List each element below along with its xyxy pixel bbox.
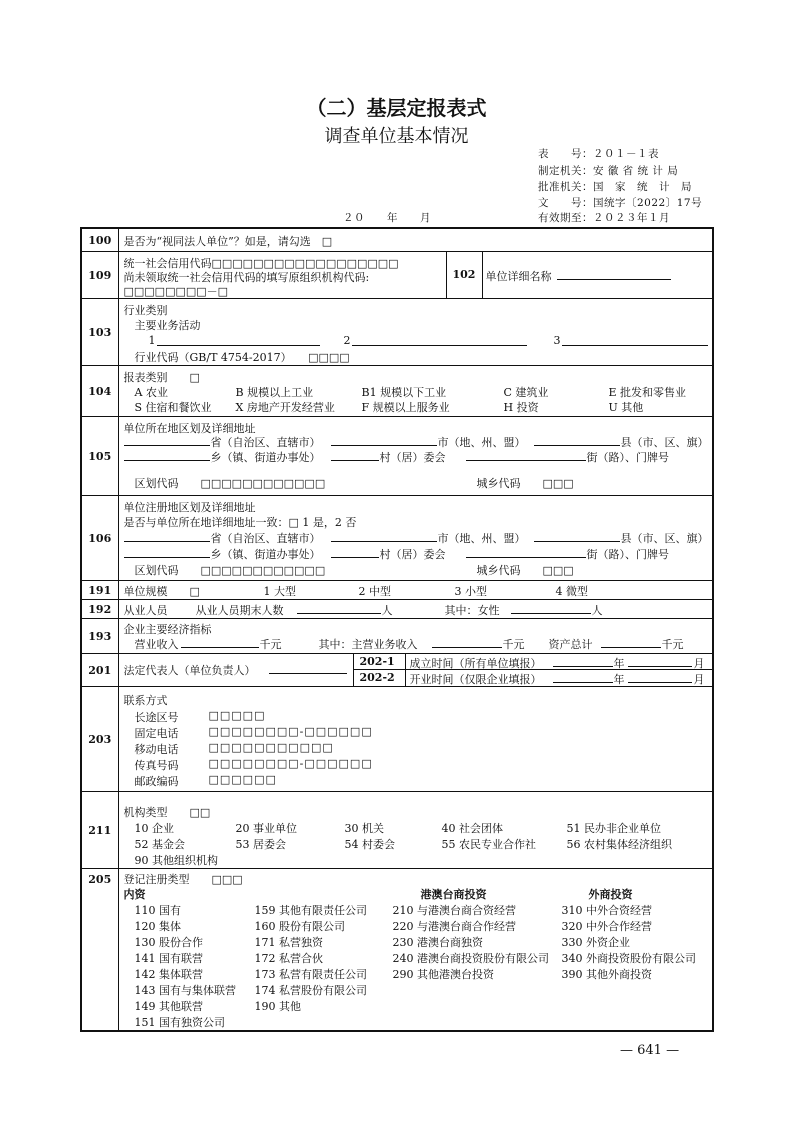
reg-type-171: 171 私营独资: [254, 936, 323, 949]
reg-province-input[interactable]: [124, 530, 210, 542]
main-activity-label: 主要业务活动: [134, 319, 201, 332]
reg-town-input[interactable]: [124, 546, 210, 558]
opened-month-unit: 月: [693, 673, 705, 686]
province-label: 省（自治区、直辖市）: [210, 436, 321, 449]
landline-label: 固定电话: [134, 727, 179, 740]
row-code-192: 192: [81, 600, 118, 619]
row-code-205: 205: [81, 869, 118, 1032]
org-code-field[interactable]: □□□□□□□□－□: [123, 285, 229, 298]
row-code-191: 191: [81, 581, 118, 600]
area-code-boxes[interactable]: □□□□□: [208, 709, 266, 722]
org-type-53: 53 居委会: [235, 838, 286, 851]
issuing-authority: 制定机关：安 徽 省 统 计 局: [538, 165, 679, 177]
mobile-label: 移动电话: [134, 743, 179, 756]
document-number: 文 号：国统字〔2022〕17号: [538, 197, 703, 209]
row-code-106: 106: [81, 496, 118, 581]
row-code-193: 193: [81, 619, 118, 654]
activity-2-input[interactable]: [352, 334, 527, 346]
reg-type-340: 340 外商投资股份有限公司: [561, 952, 696, 965]
row-code-102: 102: [452, 268, 476, 281]
opened-year-input[interactable]: [553, 671, 613, 683]
fax-boxes[interactable]: □□□□□□□□-□□□□□□: [208, 757, 373, 770]
activity-1-label: 1: [148, 334, 156, 347]
reg-village-label: 村（居）委会: [379, 548, 446, 561]
valid-until: 有效期至：２０２３年１月: [538, 212, 670, 224]
org-type-10: 10 企业: [134, 822, 174, 835]
scale-micro: 4 微型: [555, 585, 588, 598]
org-type-52: 52 基金会: [134, 838, 185, 851]
approving-authority: 批准机关：国 家 统 计 局: [538, 181, 692, 193]
form-number: 表 号：２０１－１表: [538, 148, 659, 160]
report-opt-c: C 建筑业: [503, 386, 549, 399]
main-revenue-label: 其中：主营业务收入: [318, 638, 418, 651]
village-label: 村（居）委会: [379, 451, 446, 464]
revenue-label: 营业收入: [134, 638, 179, 651]
reg-type-159: 159 其他有限责任公司: [254, 904, 367, 917]
mobile-boxes[interactable]: □□□□□□□□□□□: [208, 741, 334, 754]
report-category-field[interactable]: 报表类别 □: [123, 371, 200, 384]
reg-type-110: 110 国有: [134, 904, 181, 917]
reg-town-label: 乡（镇、街道办事处）: [210, 548, 321, 561]
activity-3-input[interactable]: [562, 334, 708, 346]
registration-type-field[interactable]: 登记注册类型 □□□: [123, 873, 243, 886]
report-opt-u: U 其他: [608, 401, 644, 414]
province-input[interactable]: [124, 434, 210, 446]
org-type-56: 56 农村集体经济组织: [566, 838, 672, 851]
area-code-field[interactable]: 区划代码 □□□□□□□□□□□□: [134, 477, 326, 490]
reg-type-142: 142 集体联营: [134, 968, 203, 981]
reg-type-172: 172 私营合伙: [254, 952, 323, 965]
row-code-100: 100: [81, 228, 118, 252]
reg-type-210: 210 与港澳台商合资经营: [392, 904, 516, 917]
row-code-202-1: 202-1: [359, 655, 395, 668]
employees-input[interactable]: [297, 602, 381, 614]
location-address-label: 单位所在地区划及详细地址: [123, 422, 256, 435]
reg-type-160: 160 股份有限公司: [254, 920, 345, 933]
unit-name-label: 单位详细名称: [485, 270, 552, 283]
employees-label: 从业人员: [123, 604, 168, 617]
reg-type-310: 310 中外合资经营: [561, 904, 652, 917]
org-type-40: 40 社会团体: [441, 822, 503, 835]
row-code-104: 104: [81, 366, 118, 417]
report-opt-x: X 房地产开发经营业: [235, 401, 335, 414]
org-type-54: 54 村委会: [344, 838, 395, 851]
city-input[interactable]: [331, 434, 437, 446]
total-assets-label: 资产总计: [548, 638, 593, 651]
row-code-105: 105: [81, 417, 118, 496]
report-opt-f: F 规模以上服务业: [361, 401, 450, 414]
reg-urban-rural-code-field[interactable]: 城乡代码 □□□: [476, 564, 574, 577]
total-assets-input[interactable]: [601, 636, 661, 648]
domestic-header: 内资: [123, 888, 146, 901]
total-assets-unit: 千元: [661, 638, 684, 651]
row-code-211: 211: [81, 792, 118, 869]
report-opt-b: B 规模以上工业: [235, 386, 314, 399]
reg-type-290: 290 其他港澳台投资: [392, 968, 494, 981]
page-title: （二）基层定报表式: [306, 96, 487, 120]
reg-type-120: 120 集体: [134, 920, 181, 933]
revenue-unit: 千元: [259, 638, 282, 651]
reg-type-130: 130 股份合作: [134, 936, 203, 949]
org-type-30: 30 机关: [344, 822, 384, 835]
opened-label: 开业时间（仅限企业填报）: [409, 673, 542, 686]
same-address-field[interactable]: 是否与单位所在地详细地址一致：□ 1 是，2 否: [123, 516, 357, 529]
county-label: 县（市、区、旗）: [620, 436, 709, 449]
activity-1-input[interactable]: [157, 334, 320, 346]
legal-unit-checkbox[interactable]: 是否为“视同法人单位”？如是，请勾选 □: [123, 235, 333, 248]
registered-address-label: 单位注册地区划及详细地址: [123, 501, 256, 514]
employees-unit: 人: [381, 604, 393, 617]
report-opt-a: A 农业: [134, 386, 168, 399]
credit-code-field[interactable]: 统一社会信用代码□□□□□□□□□□□□□□□□□□: [123, 257, 399, 270]
main-revenue-input[interactable]: [432, 636, 502, 648]
main-revenue-unit: 千元: [502, 638, 525, 651]
reg-area-code-field[interactable]: 区划代码 □□□□□□□□□□□□: [134, 564, 326, 577]
survey-form: [80, 227, 714, 1032]
reg-street-label: 街（路）、门牌号: [586, 548, 669, 561]
reg-type-141: 141 国有联营: [134, 952, 203, 965]
report-opt-s: S 住宿和餐饮业: [134, 401, 212, 414]
reg-type-320: 320 中外合作经营: [561, 920, 652, 933]
report-opt-e: E 批发和零售业: [608, 386, 687, 399]
org-type-51: 51 民办非企业单位: [566, 822, 661, 835]
reg-county-input[interactable]: [534, 530, 620, 542]
reg-type-330: 330 外资企业: [561, 936, 630, 949]
founded-month-unit: 月: [693, 657, 705, 670]
employees-end-label: 从业人员期末人数: [195, 604, 284, 617]
row-code-201: 201: [81, 654, 118, 687]
reg-type-149: 149 其他联营: [134, 1000, 203, 1013]
contact-title: 联系方式: [123, 694, 168, 707]
female-label: 其中：女性: [444, 604, 500, 617]
founded-month-input[interactable]: [628, 655, 692, 667]
revenue-input[interactable]: [181, 636, 259, 648]
area-code-label: 长途区号: [134, 711, 179, 724]
founded-year-input[interactable]: [553, 655, 613, 667]
row-code-203: 203: [81, 687, 118, 792]
county-input[interactable]: [534, 434, 620, 446]
town-input[interactable]: [124, 449, 210, 461]
urban-rural-code-field[interactable]: 城乡代码 □□□: [476, 477, 574, 490]
reg-province-label: 省（自治区、直辖市）: [210, 532, 321, 545]
reg-type-230: 230 港澳台商独资: [392, 936, 483, 949]
org-type-55: 55 农民专业合作社: [441, 838, 536, 851]
reg-type-143: 143 国有与集体联营: [134, 984, 236, 997]
town-label: 乡（镇、街道办事处）: [210, 451, 321, 464]
postcode-label: 邮政编码: [134, 775, 179, 788]
founded-label: 成立时间（所有单位填报）: [409, 657, 542, 670]
org-type-20: 20 事业单位: [235, 822, 297, 835]
hmt-header: 港澳台商投资: [420, 888, 487, 901]
female-unit: 人: [591, 604, 603, 617]
opened-month-input[interactable]: [628, 671, 692, 683]
legal-rep-input[interactable]: [269, 662, 347, 674]
page-number: — 641 —: [620, 1043, 680, 1058]
street-input[interactable]: [466, 449, 586, 461]
activity-3-label: 3: [553, 334, 561, 347]
reg-county-label: 县（市、区、旗）: [620, 532, 709, 545]
unit-name-input[interactable]: [557, 268, 671, 280]
reg-type-174: 174 私营股份有限公司: [254, 984, 367, 997]
row-code-109: 109: [81, 252, 118, 299]
reg-type-220: 220 与港澳台商合作经营: [392, 920, 516, 933]
row-code-202-2: 202-2: [359, 671, 395, 684]
scale-medium: 2 中型: [358, 585, 391, 598]
city-label: 市（地、州、盟）: [437, 436, 526, 449]
org-code-label: 尚未领取统一社会信用代码的填写原组织机构代码:: [123, 271, 370, 284]
row-code-103: 103: [81, 299, 118, 366]
reg-type-151: 151 国有独资公司: [134, 1016, 225, 1029]
org-type-90: 90 其他组织机构: [134, 854, 218, 867]
founded-year-unit: 年: [613, 657, 625, 670]
legal-rep-label: 法定代表人（单位负责人）: [123, 664, 256, 677]
activity-2-label: 2: [343, 334, 351, 347]
page-subtitle: 调查单位基本情况: [324, 126, 469, 147]
industry-label: 行业类别: [123, 304, 168, 317]
reg-village-input[interactable]: [331, 546, 379, 558]
report-opt-b1: B1 规模以下工业: [361, 386, 447, 399]
postcode-boxes[interactable]: □□□□□□: [208, 773, 277, 786]
unit-scale-field[interactable]: 单位规模 □: [123, 585, 200, 598]
reg-type-240: 240 港澳台商投资股份有限公司: [392, 952, 549, 965]
scale-large: 1 大型: [263, 585, 296, 598]
report-opt-h: H 投资: [503, 401, 539, 414]
reg-type-173: 173 私营有限责任公司: [254, 968, 367, 981]
org-type-field[interactable]: 机构类型 □□: [123, 806, 211, 819]
reg-street-input[interactable]: [466, 546, 586, 558]
fax-label: 传真号码: [134, 759, 179, 772]
village-input[interactable]: [331, 449, 379, 461]
female-input[interactable]: [511, 602, 591, 614]
landline-boxes[interactable]: □□□□□□□□-□□□□□□: [208, 725, 373, 738]
reg-type-390: 390 其他外商投资: [561, 968, 652, 981]
industry-code-field[interactable]: 行业代码（GB/T 4754-2017） □□□□: [134, 351, 350, 364]
foreign-header: 外商投资: [588, 888, 633, 901]
opened-year-unit: 年: [613, 673, 625, 686]
reg-type-190: 190 其他: [254, 1000, 301, 1013]
reg-city-input[interactable]: [331, 530, 437, 542]
reg-city-label: 市（地、州、盟）: [437, 532, 526, 545]
report-period: ２０ 年 月: [343, 212, 431, 224]
street-label: 街（路）、门牌号: [586, 451, 669, 464]
economic-indicators-label: 企业主要经济指标: [123, 623, 212, 636]
scale-small: 3 小型: [454, 585, 487, 598]
